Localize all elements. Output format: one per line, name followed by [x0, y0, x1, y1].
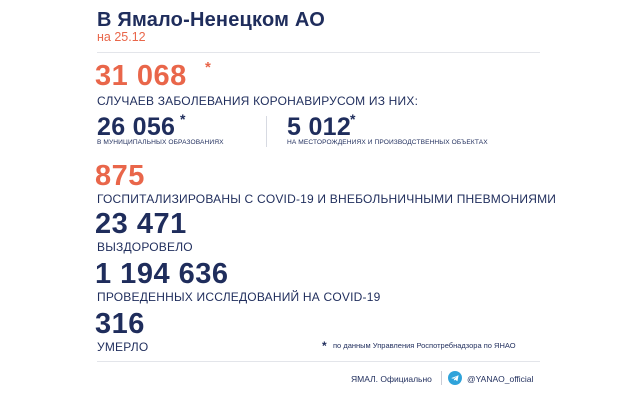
tests-value: 1 194 636	[95, 258, 229, 290]
top-divider	[97, 52, 540, 53]
deaths-caption: УМЕРЛО	[97, 340, 149, 354]
footer-source: ЯМАЛ. Официально	[351, 374, 432, 384]
municipal-cases-caption: В МУНИЦИПАЛЬНЫХ ОБРАЗОВАНИЯХ	[97, 139, 224, 146]
date-label: на 25.12	[97, 30, 146, 44]
bottom-divider	[97, 361, 540, 362]
municipal-cases-star: *	[180, 111, 186, 127]
deposit-cases-value: 5 012	[287, 113, 352, 141]
page-title: В Ямало-Ненецком АО	[97, 9, 325, 31]
hospitalized-caption: ГОСПИТАЛИЗИРОВАНЫ С COVID-19 И ВНЕБОЛЬНИЧНЫМИ ПНЕВМОНИЯМИ	[97, 192, 557, 206]
footer-divider	[441, 371, 442, 385]
deaths-value: 316	[95, 308, 145, 340]
total-cases-caption: СЛУЧАЕВ ЗАБОЛЕВАНИЯ КОРОНАВИРУСОМ ИЗ НИХ:	[97, 94, 419, 108]
deposit-cases-caption: НА МЕСТОРОЖДЕНИЯХ И ПРОИЗВОДСТВЕННЫХ ОБЪЕКТАХ	[287, 139, 488, 146]
footnote-star: *	[322, 339, 327, 353]
footer-telegram-handle[interactable]: @YANAO_official	[467, 374, 534, 384]
deposit-cases-star: *	[350, 111, 356, 127]
recovered-value: 23 471	[95, 208, 187, 240]
recovered-caption: ВЫЗДОРОВЕЛО	[97, 240, 193, 254]
column-divider	[266, 116, 267, 147]
hospitalized-value: 875	[95, 160, 145, 192]
telegram-icon	[448, 371, 462, 385]
total-cases-value: 31 068	[95, 60, 187, 92]
tests-caption: ПРОВЕДЕННЫХ ИССЛЕДОВАНИЙ НА COVID-19	[97, 290, 381, 304]
footnote-text: по данным Управления Роспотребнадзора по ЯНАО	[333, 341, 516, 350]
total-cases-star: *	[205, 59, 211, 76]
municipal-cases-value: 26 056	[97, 113, 176, 141]
